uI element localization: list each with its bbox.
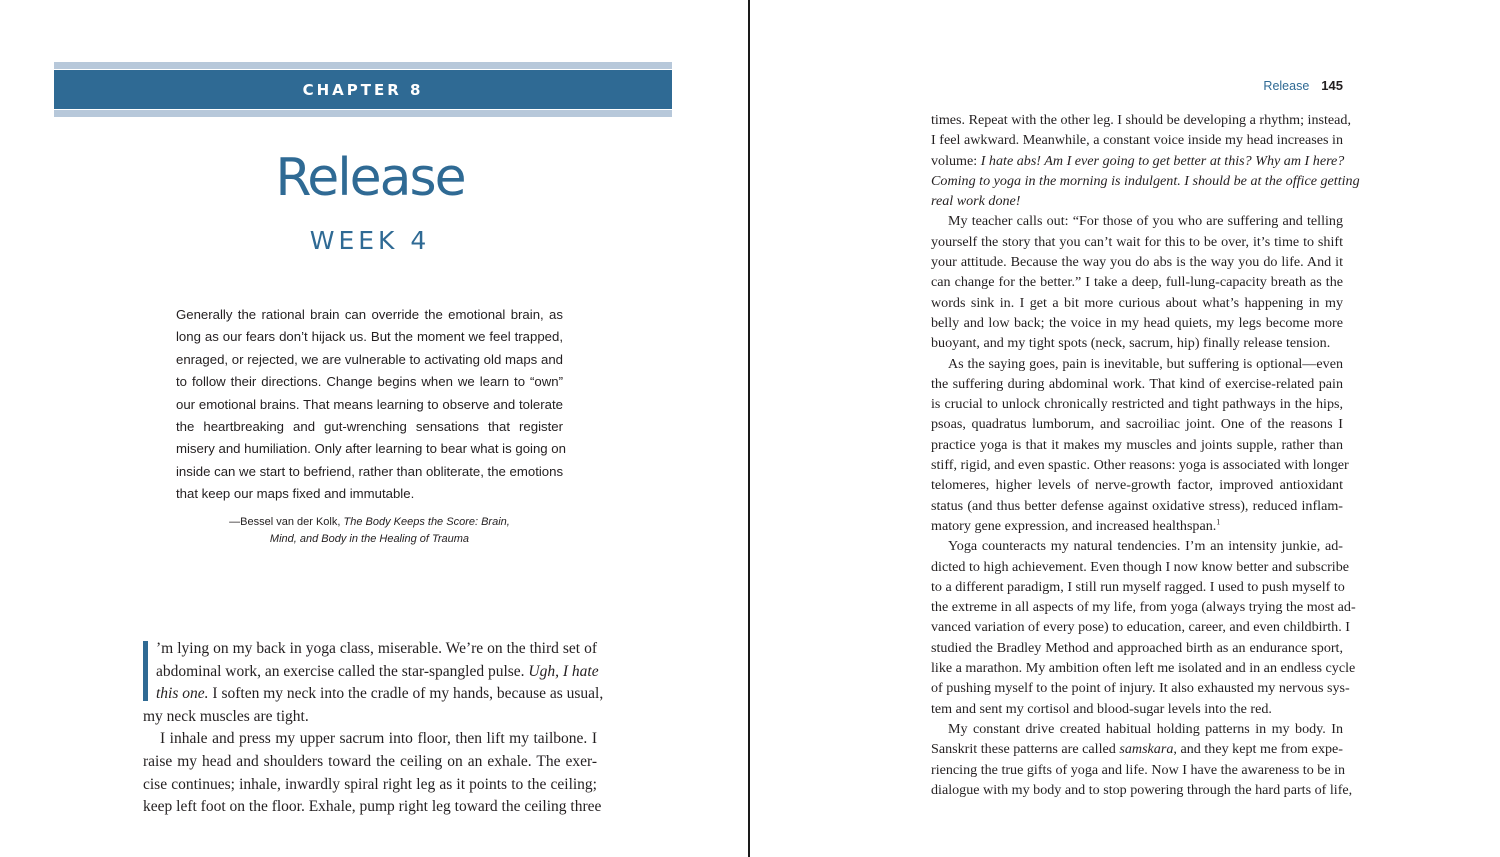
body-line: belly and low back; the voice in my head quiets, my legs become more (931, 314, 1343, 331)
epigraph-line: long as our fears don’t hijack us. But the moment we feel trapped, (176, 329, 563, 345)
body-line (931, 516, 1343, 536)
banner-top-band (54, 62, 672, 69)
body-line: times. Repeat with the other leg. I should be developing a rhythm; instead, (931, 112, 1351, 128)
body-text-run: Sanskrit these patterns are called (931, 741, 1120, 758)
running-head-title: Release (1263, 79, 1310, 93)
body-line: my neck muscles are tight. (143, 707, 309, 725)
body-line: the extreme in all aspects of my life, from yoga (always trying the most ad- (931, 599, 1356, 616)
body-line: keep left foot on the floor. Exhale, pump right leg toward the ceiling three (143, 798, 602, 816)
body-line: raise my head and shoulders toward the ceiling on an exhale. The exer- (143, 752, 597, 770)
body-line: your attitude. Because the way you do abs is the way you do life. And it (931, 254, 1343, 271)
body-line: buoyant, and my tight spots (neck, sacrum, hip) finally release tension. (931, 335, 1331, 352)
epigraph-line: inside can we start to befriend, rather than obliterate, the emotions (176, 463, 564, 479)
body-line: dicted to high achievement. Even though I now know better and subscribe (931, 558, 1350, 575)
attribution-author: —Bessel van der Kolk, (229, 516, 344, 528)
body-line: I inhale and press my upper sacrum into floor, then lift my tailbone. I (160, 730, 597, 748)
body-line: studied the Bradley Method and approached birth as an endurance sport, (931, 639, 1343, 656)
epigraph (176, 304, 566, 506)
body-line: telomeres, higher levels of nerve-growth factor, improved antioxidant (931, 477, 1343, 494)
body-line: practice yoga is that it makes my muscles and joints supple, rather than (931, 436, 1343, 453)
epigraph-line: our emotional brains. That means learning to observe and tolerate (176, 396, 563, 412)
body-line (143, 683, 604, 706)
epigraph-line: enraged, or rejected, we are vulnerable to activating old maps and (176, 351, 563, 367)
epigraph-line: the heartbreaking and gut-wrenching sensations that register (176, 419, 563, 435)
footnote-marker: 1 (1216, 517, 1221, 527)
body-line (143, 661, 597, 684)
body-line: is crucial to unlock chronically restricted and tight pathways in the hips, (931, 396, 1343, 413)
body-line: riencing the true gifts of yoga and life. Now I have the awareness to be in (931, 761, 1346, 778)
body-line: to a different paradigm, I still run myself ragged. I used to push myself to (931, 578, 1345, 595)
body-text-run: abdominal work, an exercise called the star-spangled pulse. (156, 662, 529, 680)
body-italic-run: Ugh, I hate (528, 662, 599, 680)
banner-bar (54, 70, 672, 109)
body-italic-run: Coming to yoga in the morning is indulgent. I should be at the office getting (931, 172, 1360, 189)
body-line: My teacher calls out: “For those of you who are suffering and telling (948, 213, 1343, 230)
body-line: dialogue with my body and to stop powering through the hard parts of life, (931, 781, 1353, 798)
body-line: of pushing myself to the point of injury. It also exhausted my nervous sys- (931, 680, 1350, 697)
epigraph-line: that keep our maps fixed and immutable. (176, 486, 415, 502)
body-text-run: I soften my neck into the cradle of my hands, because as usual, (208, 685, 604, 703)
body-line: vanced variation of every pose) to education, career, and even childbirth. I (931, 619, 1350, 636)
body-text-run: volume: (931, 152, 981, 169)
body-italic-run: real work done! (931, 193, 1021, 210)
attribution-book-title-cont: Mind, and Body in the Healing of Trauma (269, 533, 470, 545)
epigraph-line: to follow their directions. Change begins when we learn to “own” (176, 374, 563, 390)
body-line: My constant drive created habitual holding patterns in my body. In (948, 720, 1343, 737)
epigraph-line: misery and humiliation. Only after learning to bear what is going on (176, 441, 566, 457)
body-line: tem and sent my cortisol and blood-sugar levels into the red. (931, 700, 1272, 717)
chapter-banner (54, 62, 672, 117)
body-line: psoas, quadratus lumborum, and sacroiliac joint. One of the reasons I (931, 416, 1343, 433)
body-line: status (and thus better defense against oxidative stress), reduced inflam- (931, 497, 1343, 514)
body-line: can change for the better.” I take a deep, full-lung-capacity breath as the (931, 274, 1343, 291)
attribution-line-2 (176, 531, 563, 548)
body-line (931, 151, 1343, 171)
body-line: like a marathon. My ambition often left me isolated and in an endless cycle (931, 660, 1356, 677)
chapter-title: Release (275, 148, 465, 208)
attribution-line-1 (176, 514, 563, 531)
epigraph-attribution (176, 514, 563, 548)
body-italic-run: samskara (1119, 741, 1174, 758)
body-line: As the saying goes, pain is inevitable, but suffering is optional—even (948, 355, 1343, 372)
left-body-text (143, 638, 604, 819)
banner-bottom-band (54, 110, 672, 117)
running-head (1263, 78, 1343, 93)
chapter-label: CHAPTER 8 (302, 80, 424, 99)
body-line: stiff, rigid, and even spastic. Other reasons: yoga is associated with longer (931, 457, 1349, 474)
body-line: cise continues; inhale, inwardly spiral right leg as it points to the ceiling; (143, 775, 597, 793)
attribution-book-title: The Body Keeps the Score: Brain, (343, 516, 510, 528)
left-page (0, 0, 748, 857)
right-body-text (931, 110, 1360, 800)
body-italic-run: this one. (156, 685, 209, 703)
body-italic-run: I hate abs! Am I ever going to get better at this? Why am I here? (980, 152, 1345, 169)
body-line: yourself the story that you can’t wait for this to be over, it’s time to shift (931, 233, 1343, 250)
body-line: the suffering during abdominal work. That kind of exercise-related pain (931, 375, 1343, 392)
body-line (931, 739, 1343, 759)
body-line (931, 191, 1343, 211)
epigraph-line: Generally the rational brain can override the emotional brain, as (176, 307, 563, 322)
chapter-subtitle: WEEK 4 (309, 226, 431, 255)
body-text-run: ’m lying on my back in yoga class, miserable. We’re on the third set of (156, 640, 597, 657)
body-text-run: , and they kept me from expe- (1173, 741, 1343, 758)
body-line (931, 171, 1360, 191)
body-line: Yoga counteracts my natural tendencies. I’m an intensity junkie, ad- (948, 538, 1343, 555)
body-text-run: matory gene expression, and increased healthspan. (931, 517, 1217, 534)
body-line (143, 638, 597, 661)
page-number: 145 (1321, 78, 1343, 93)
body-line: I feel awkward. Meanwhile, a constant voice inside my head increases in (931, 132, 1343, 149)
body-line: words sink in. I get a bit more curious about what’s happening in my (931, 294, 1343, 311)
